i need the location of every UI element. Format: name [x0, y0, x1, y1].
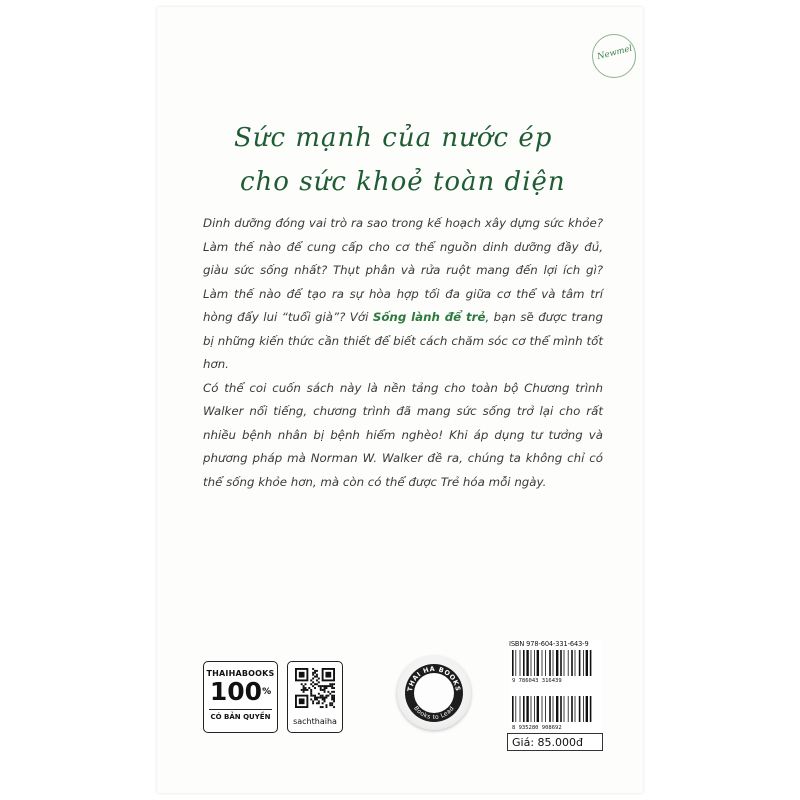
qr-module [314, 695, 316, 697]
svg-text:THAI HA BOOKS [406, 665, 462, 692]
qr-module [314, 672, 316, 674]
barcode-bar [526, 696, 528, 722]
qr-module [310, 693, 312, 695]
barcode-bar [523, 696, 525, 722]
qr-module [322, 702, 324, 704]
qr-module [320, 697, 322, 699]
qr-module [320, 695, 322, 697]
qr-module [312, 700, 314, 702]
barcode-bar [568, 696, 569, 722]
qr-module [312, 672, 314, 674]
qr-module [331, 704, 333, 706]
barcode-bar [560, 650, 562, 676]
qr-finder [299, 698, 305, 704]
barcode-bar [571, 650, 573, 676]
barcode-digits-bottom: 8 935280 908692 [512, 725, 562, 730]
qr-module [314, 676, 316, 678]
qr-module [316, 674, 318, 676]
qr-module [312, 678, 314, 680]
qr-module [318, 700, 320, 702]
barcode-bar [579, 650, 581, 676]
barcode-bar [545, 696, 546, 722]
barcode-bar [568, 650, 569, 676]
title-line-1: Sức mạnh của nước ép [234, 123, 553, 153]
barcode-bar [531, 650, 532, 676]
qr-module [316, 702, 318, 704]
title-line-2: cho sức khoẻ toàn diện [240, 167, 566, 197]
qr-finder [325, 672, 331, 678]
qr-module [308, 687, 310, 689]
qr-module [312, 681, 314, 683]
qr-module [333, 697, 335, 699]
qr-module [325, 687, 327, 689]
book-title-highlight: Sống lành để trẻ [372, 310, 486, 324]
cover-title [228, 116, 588, 204]
barcode-bar [542, 650, 543, 676]
barcode-bar [590, 696, 592, 722]
qr-module [310, 683, 312, 685]
qr-module [316, 683, 318, 685]
qr-module [305, 687, 307, 689]
qr-module [331, 687, 333, 689]
qr-module [312, 695, 314, 697]
qr-module [329, 685, 331, 687]
blurb-paragraph-1 [203, 212, 603, 377]
qr-module [312, 702, 314, 704]
barcode-bar [571, 696, 573, 722]
qr-module [316, 670, 318, 672]
qr-module [331, 697, 333, 699]
publisher-stamp-logo [592, 34, 636, 78]
qr-module [314, 697, 316, 699]
qr-module [325, 697, 327, 699]
qr-module [320, 687, 322, 689]
barcode-bar [545, 650, 546, 676]
barcode-bars-top [512, 650, 591, 676]
barcode-bar [520, 650, 521, 676]
qr-module [320, 685, 322, 687]
qr-module [322, 697, 324, 699]
qr-module [316, 698, 318, 700]
blurb-paragraph-2: Có thể coi cuốn sách này là nền tảng cho toàn bộ Chương trình Walker nổi tiếng, chương trình đã mang sức sống trở lại cho rất nhiều bệnh nhân bị bệnh hiểm nghèo! Khi áp dụng tư tưởng và phương pháp mà Norman W. Walker đề ra, chúng ta không chỉ có thể sống khỏe hơn, mà còn có thể được Trẻ hóa mỗi ngày. [203, 380, 603, 489]
barcode-bar [556, 696, 558, 722]
qr-module [314, 698, 316, 700]
qr-module [310, 679, 312, 681]
seal-slogan: Books to Lead [412, 704, 456, 722]
qr-module [331, 702, 333, 704]
barcode-bar [564, 696, 565, 722]
qr-module [303, 691, 305, 693]
qr-module [327, 685, 329, 687]
barcode-bar [549, 696, 551, 722]
qr-module [316, 679, 318, 681]
qr-module [322, 689, 324, 691]
qr-module [316, 676, 318, 678]
qr-module [305, 689, 307, 691]
qr-module [324, 700, 326, 702]
qr-module [303, 689, 305, 691]
qr-label: sachthaiha [293, 717, 337, 726]
qr-module [325, 704, 327, 706]
qr-code-icon [295, 668, 335, 712]
qr-module [333, 691, 335, 693]
qr-module [333, 687, 335, 689]
qr-module [322, 698, 324, 700]
qr-module [310, 691, 312, 693]
qr-module [322, 685, 324, 687]
qr-module [303, 685, 305, 687]
barcode-bar [534, 650, 535, 676]
qr-module [324, 697, 326, 699]
qr-module [329, 704, 331, 706]
qr-module [325, 685, 327, 687]
barcode-bar [590, 650, 592, 676]
qr-module [331, 698, 333, 700]
qr-module [316, 697, 318, 699]
qr-module [314, 670, 316, 672]
qr-module [310, 698, 312, 700]
barcode-bar [586, 696, 588, 722]
qr-module [331, 683, 333, 685]
qr-module [333, 695, 335, 697]
qr-module [333, 698, 335, 700]
qr-module [329, 693, 331, 695]
qr-module [324, 691, 326, 693]
barcode-bar [586, 650, 588, 676]
barcode-bar [515, 650, 516, 676]
barcode-bar [523, 650, 525, 676]
svg-text:Books to Lead [412, 705, 456, 721]
qr-module [306, 689, 308, 691]
price-label-box [507, 733, 603, 751]
barcode-bar [537, 696, 539, 722]
barcode-bar [542, 696, 543, 722]
copyright-badge [203, 661, 278, 733]
barcode-bar [560, 696, 562, 722]
blurb-p1-part2: , bạn sẽ được trang bị những kiến thức cần thiết để biết cách chăm sóc cơ thể mình tốt hơn. [203, 310, 603, 371]
qr-module [324, 689, 326, 691]
qr-module [327, 695, 329, 697]
barcode-bar [579, 696, 581, 722]
barcode-bar [520, 696, 521, 722]
qr-module [301, 689, 303, 691]
price-text: Giá: 85.000đ [512, 736, 583, 749]
barcode-bar [515, 696, 516, 722]
qr-module [329, 683, 331, 685]
qr-module [333, 700, 335, 702]
qr-module [331, 695, 333, 697]
barcode-bar [537, 650, 539, 676]
qr-module [312, 685, 314, 687]
qr-module [327, 691, 329, 693]
qr-module [324, 687, 326, 689]
barcode-bar [583, 696, 584, 722]
qr-module [318, 693, 320, 695]
seal-brand: THAI HA BOOKS [405, 664, 463, 693]
barcode-bar [526, 650, 528, 676]
barcode-bar [549, 650, 551, 676]
barcode-bar [512, 696, 514, 722]
qr-module [324, 685, 326, 687]
stamp-text: Newmel [596, 43, 634, 63]
qr-module [322, 706, 324, 708]
qr-module [325, 695, 327, 697]
qr-module [320, 689, 322, 691]
barcode-icon [512, 650, 600, 730]
badge-brand: THAIHABOOKS [206, 669, 275, 678]
qr-module [314, 683, 316, 685]
qr-module [303, 687, 305, 689]
barcode-bar [553, 696, 554, 722]
qr-module [312, 668, 314, 670]
qr-module [333, 706, 335, 708]
badge-100-number: 100% [209, 677, 272, 706]
seal-text-ring [397, 656, 471, 730]
blurb-text [203, 212, 603, 494]
qr-module [310, 689, 312, 691]
qr-module [318, 685, 320, 687]
qr-module [312, 674, 314, 676]
badge-label: CÓ BẢN QUYỀN [209, 709, 272, 721]
qr-module [301, 683, 303, 685]
isbn-text: ISBN 978-604-331-643-9 [509, 640, 589, 648]
qr-module [329, 702, 331, 704]
publisher-seal-logo [397, 656, 471, 730]
qr-module [320, 706, 322, 708]
qr-module [331, 685, 333, 687]
qr-module [310, 695, 312, 697]
qr-code-box [287, 661, 343, 733]
qr-finder [299, 672, 305, 678]
qr-module [324, 698, 326, 700]
barcode-digits-top: 9 786043 316439 [512, 678, 562, 684]
blurb-p1-part1: Dinh dưỡng đóng vai trò ra sao trong kế hoạch xây dựng sức khỏe? Làm thế nào để cung cấp cho cơ thể nguồn dinh dưỡng đầy đủ, giàu sức sống nhất? Thụt phân và rửa ruột mang đến lợi ích gì? Làm thế nào để tạo ra sự hòa hợp tối đa giữa cơ thể và tâm trí hòng đẩy lui “tuổi già”? Với [203, 216, 603, 324]
barcode-bar [575, 696, 576, 722]
qr-module [322, 695, 324, 697]
qr-module [318, 678, 320, 680]
qr-module [325, 706, 327, 708]
barcode-area [509, 640, 602, 732]
barcode-bar [512, 650, 514, 676]
barcode-bar [556, 650, 558, 676]
barcode-bar [575, 650, 576, 676]
qr-module [318, 697, 320, 699]
barcode-bar [553, 650, 554, 676]
qr-module [318, 702, 320, 704]
barcode-bar [531, 696, 532, 722]
qr-module [331, 691, 333, 693]
barcode-bar [583, 650, 584, 676]
barcode-bar [534, 696, 535, 722]
barcode-bar [564, 650, 565, 676]
barcode-bars-bottom [512, 696, 591, 722]
qr-module [333, 683, 335, 685]
qr-module [305, 683, 307, 685]
qr-module [314, 687, 316, 689]
qr-module [318, 681, 320, 683]
